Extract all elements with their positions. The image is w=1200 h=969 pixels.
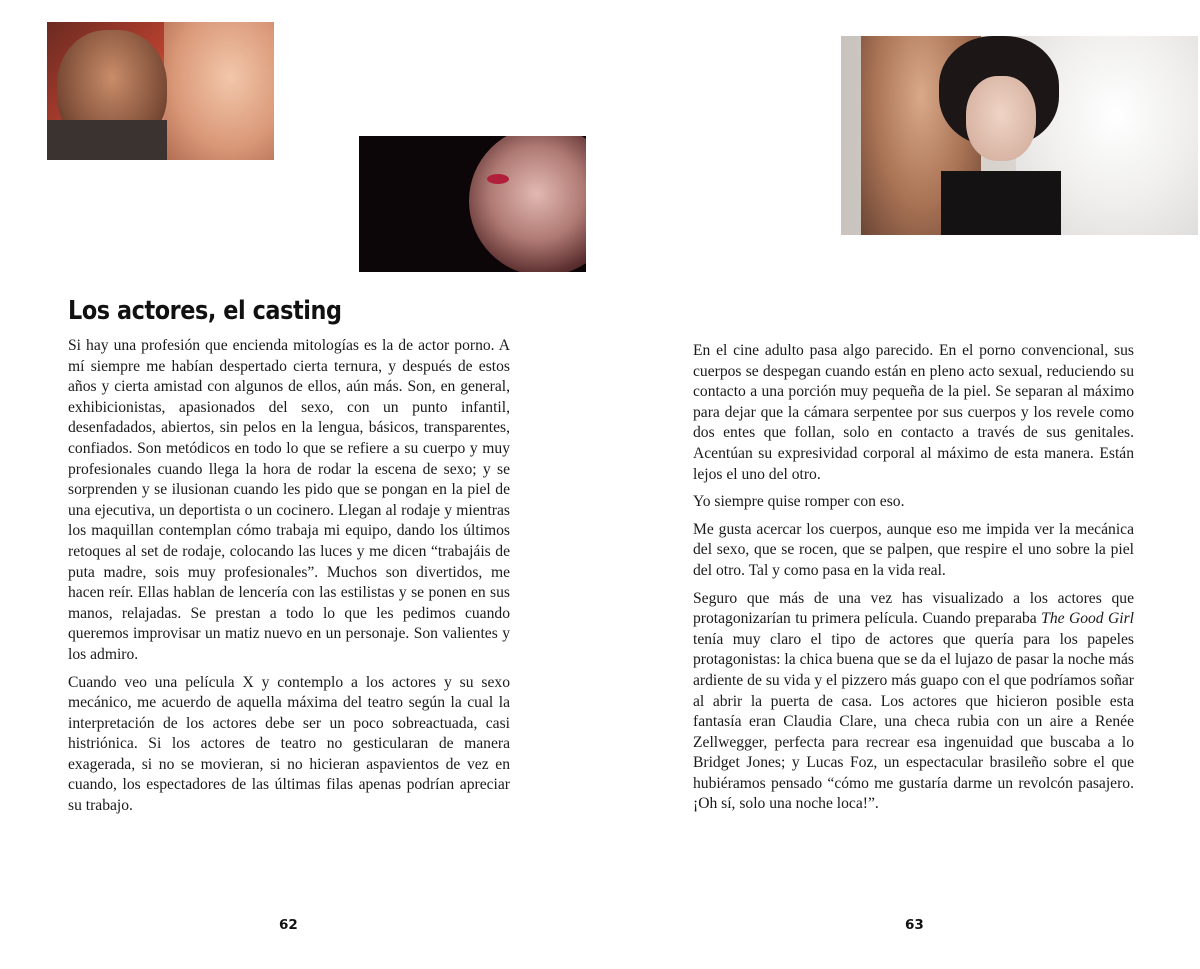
paragraph: Me gusta acercar los cuerpos, aunque eso me impida ver la mecánica del sexo, que se rocen, que se palpen, que respire el uno sobre la piel del otro. Tal y como pasa en la vida real. [693,520,1134,579]
section-heading: Los actores, el casting [68,296,342,326]
paragraph-text: tenía muy claro el tipo de actores que quería para los papeles protagonistas: la chica buena que se da el lujazo de pasar la noche más ardiente de su vida y el pizzero más guapo con el que podríamos soñar al abrir la puerta de casa. Los actores que hicieron posible esta fantasía eran Claudia Clare, una checa rubia con un aire a Renée Zellwegger, perfecta para recrear esa ingenuidad que buscaba a lo Bridget Jones; y Lucas Foz, un espectacular brasileño sobre el que hubiéramos pensado “cómo me gustaría darme un revolcón pasajero. ¡Oh sí, solo una noche loca!”. [693,630,1134,813]
right-page [600,0,1200,969]
paragraph-text: Seguro que más de una vez has visualizado a los actores que protagonizarían tu primera película. Cuando preparaba [693,589,1134,628]
page-number: 62 [279,917,298,933]
photo-couple-closeup [47,22,274,160]
page-number: 63 [905,917,924,933]
paragraph: En el cine adulto pasa algo parecido. En el porno convencional, sus cuerpos se despegan cuando están en pleno acto sexual, reduciendo su contacto a una porción muy pequeña de la piel. Se separan al máximo para dejar que la cámara serpentee por sus cuerpos y los revele como dos entes que follan, solo en contacto a través de sus genitales. Acentúan su expresividad corporal al máximo de esta manera. Están lejos el uno del otro. [693,342,1134,483]
paragraph: Si hay una profesión que encienda mitologías es la de actor porno. A mí siempre me habían despertado cierta ternura, y después de estos años y cierta amistad con algunos de ellos, aún más. Son, en general, exhibicionistas, apasionados del sexo, con un punto infantil, desenfadados, abiertos, sin pelos en la lengua, básicos, transparentes, confiados. Son metódicos en todo lo que se refiere a su cuerpo y muy profesionales cuando llega la hora de rodar la escena de sexo; y se sorprenden y se ilusionan cuando les pido que se pongan en la piel de una ejecutiva, un deportista o un cocinero. Llegan al rodaje y mientras los maquillan contemplan cómo trabaja mi equipo, dando los últimos retoques al set de rodaje, colocando las luces y me dicen “trabajáis de puta madre, sois muy profesionales”. Muchos son divertidos, me hacen reír. Ellas hablan de lencería con las estilistas y se ponen en sus manos, relajadas. Se prestan a todo lo que les pedimos cuando queremos improvisar un matiz nuevo en un personaje. Son valientes y los admiro. [68,337,510,663]
film-title: The Good Girl [1041,610,1134,628]
paragraph: Yo siempre quise romper con eso. [693,493,905,511]
paragraph: Cuando veo una película X y contemplo a los actores y su sexo mecánico, me acuerdo de aquella máxima del teatro según la cual la interpretación de los actores debe ser un poco sobreactuada, casi histriónica. Si los actores de teatro no gesticularan de manera exagerada, si no se movieran, si no hicieran aspavientos de vez en cuando, los espectadores de las últimas filas apenas podrían apreciar su trabajo. [68,673,510,815]
right-text-column [693,341,1134,822]
left-text-column [68,336,510,824]
paragraph [693,589,1134,816]
photo-woman-profile [359,136,586,272]
photo-couple-in-bed [841,36,1198,235]
